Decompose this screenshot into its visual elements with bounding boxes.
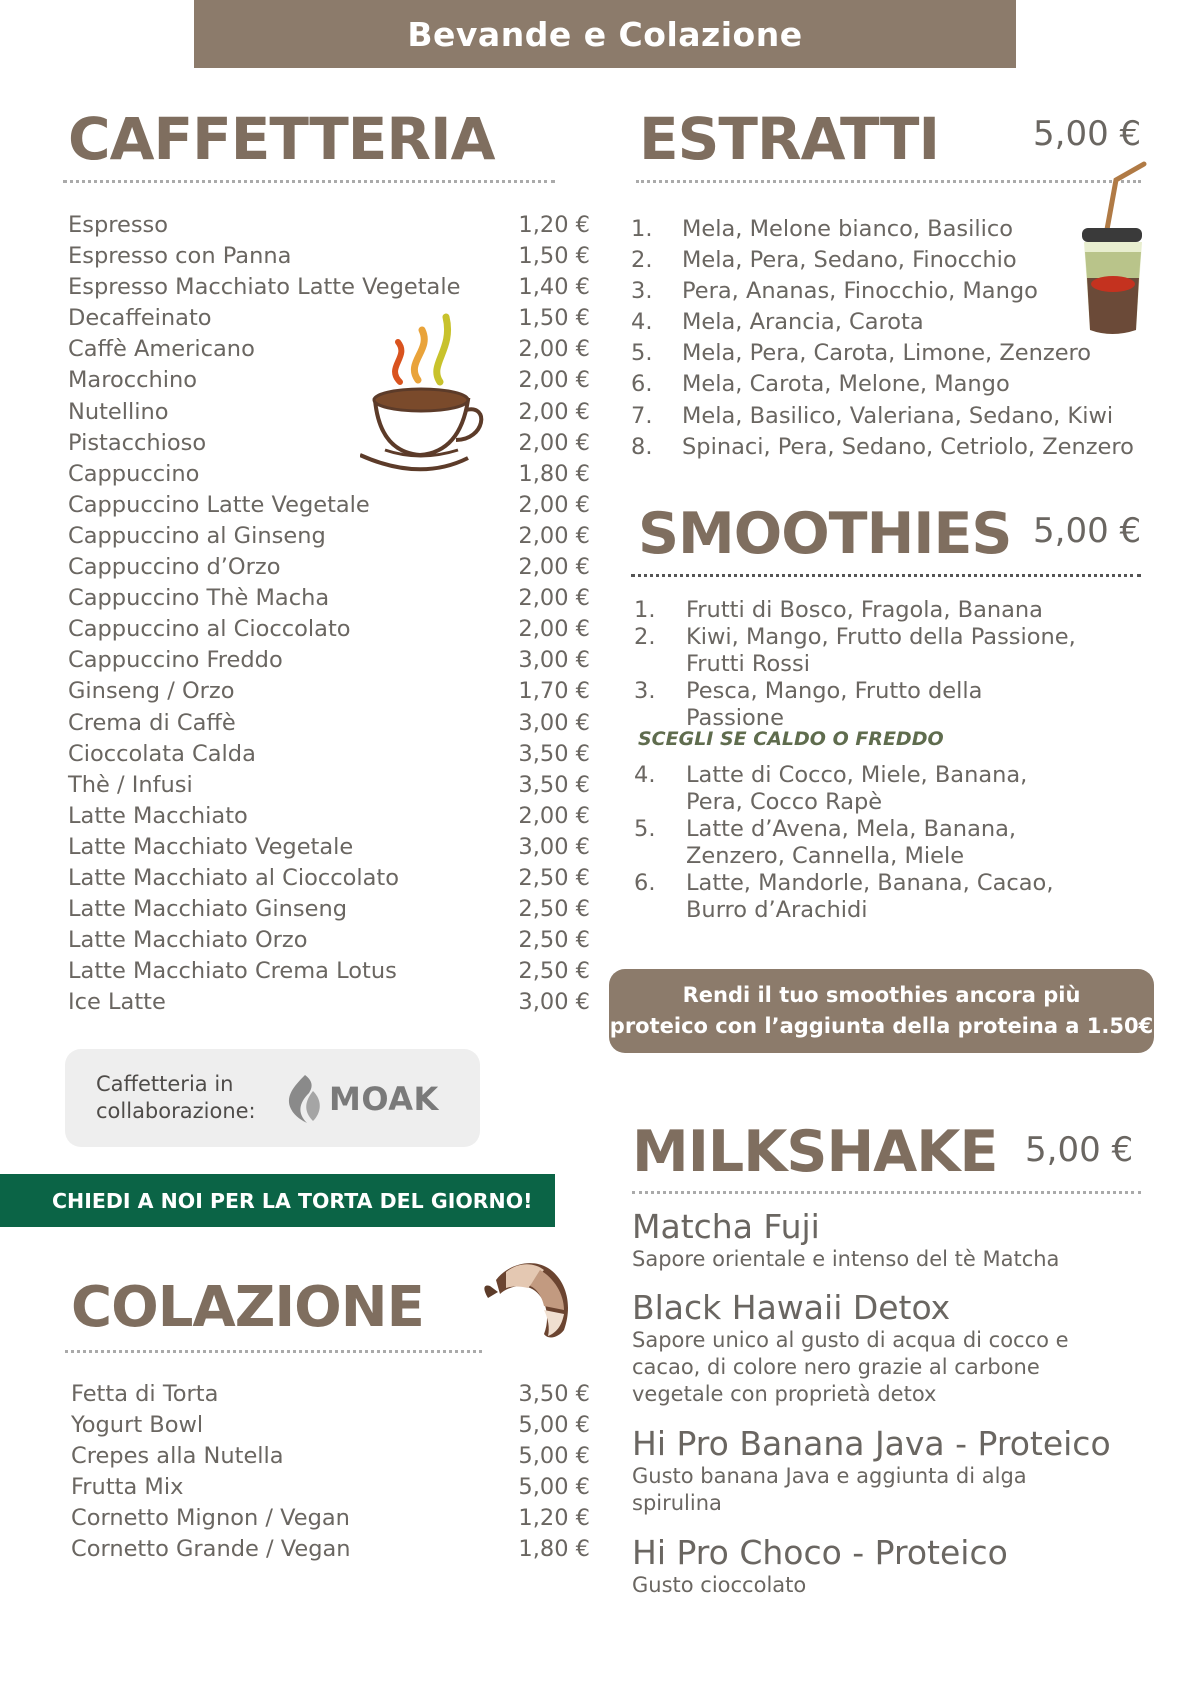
- numbered-item: [631, 432, 1134, 463]
- colazione-list: [71, 1379, 590, 1566]
- item-name: Nutellino: [68, 398, 169, 425]
- caffetteria-title: CAFFETTERIA: [68, 105, 495, 173]
- smoothies-list-a: [634, 597, 1086, 732]
- item-name: Cornetto Grande / Vegan: [71, 1536, 351, 1563]
- menu-row: [68, 645, 590, 676]
- menu-row: [68, 459, 590, 490]
- item-number: 1.: [631, 216, 653, 242]
- numbered-item: [634, 624, 1086, 678]
- item-name: Thè / Infusi: [68, 771, 193, 798]
- smoothies-divider: [631, 574, 1141, 577]
- menu-row: [68, 832, 590, 863]
- numbered-item: [631, 276, 1134, 307]
- milkshake-price: 5,00 €: [1025, 1130, 1134, 1170]
- item-price: 2,50 €: [518, 896, 590, 923]
- menu-row: [68, 614, 590, 645]
- numbered-item: [631, 338, 1134, 369]
- item-name: Latte Macchiato Crema Lotus: [68, 958, 397, 985]
- item-price: 3,50 €: [518, 740, 590, 767]
- milkshake-name: Hi Pro Banana Java - Proteico: [632, 1424, 1111, 1463]
- item-price: 5,00 €: [518, 1474, 590, 1501]
- milkshake-desc: Gusto banana Java e aggiunta di alga spirulina: [632, 1464, 1027, 1515]
- item-text: Mela, Pera, Carota, Limone, Zenzero: [682, 340, 1092, 367]
- numbered-item: [631, 401, 1134, 432]
- estratti-price: 5,00 €: [1033, 114, 1142, 154]
- milkshake-name: Hi Pro Choco - Proteico: [632, 1533, 1008, 1572]
- estratti-title: ESTRATTI: [639, 105, 940, 173]
- item-number: 1.: [634, 597, 656, 623]
- milkshake-item: [632, 1289, 1112, 1408]
- item-price: 2,00 €: [518, 367, 590, 394]
- menu-row: [71, 1472, 590, 1503]
- item-number: 8.: [631, 433, 653, 460]
- promo-line1: Rendi il tuo smoothies ancora più: [682, 983, 1081, 1007]
- smoothies-list-b: [634, 762, 1086, 924]
- menu-row: [68, 552, 590, 583]
- item-name: Crema di Caffè: [68, 709, 236, 736]
- item-price: 3,00 €: [518, 647, 590, 674]
- item-price: 5,00 €: [518, 1443, 590, 1470]
- item-number: 4.: [631, 309, 653, 336]
- torta-banner: CHIEDI A NOI PER LA TORTA DEL GIORNO!: [0, 1174, 555, 1227]
- croissant-icon: [478, 1258, 578, 1342]
- item-price: 2,50 €: [518, 927, 590, 954]
- menu-row: [68, 272, 590, 303]
- item-name: Espresso Macchiato Latte Vegetale: [68, 274, 461, 301]
- moak-flame-icon: [283, 1073, 323, 1125]
- milkshake-item: [632, 1208, 1152, 1273]
- item-name: Espresso con Panna: [68, 243, 292, 270]
- item-price: 1,40 €: [518, 274, 590, 301]
- item-text: Mela, Pera, Sedano, Finocchio: [682, 247, 1017, 274]
- menu-row: [71, 1534, 590, 1565]
- item-name: Cappuccino: [68, 460, 200, 487]
- item-price: 2,50 €: [518, 958, 590, 985]
- menu-row: [68, 863, 590, 894]
- milkshake-item: [632, 1425, 1112, 1517]
- header-banner: Bevande e Colazione: [194, 0, 1016, 68]
- menu-row: [71, 1410, 590, 1441]
- menu-row: [68, 397, 590, 428]
- item-text: Pesca, Mango, Frutto della Passione: [686, 678, 983, 731]
- smoothies-sub-label: SCEGLI SE CALDO O FREDDO: [638, 728, 944, 750]
- estratti-divider: [636, 180, 1141, 183]
- item-price: 2,00 €: [518, 585, 590, 612]
- moak-brand: MOAK: [329, 1080, 439, 1118]
- item-name: Decaffeinato: [68, 305, 212, 332]
- numbered-item: [634, 816, 1086, 870]
- item-name: Caffè Americano: [68, 336, 255, 363]
- item-price: 1,80 €: [518, 460, 590, 487]
- item-name: Frutta Mix: [71, 1474, 184, 1501]
- item-text: Latte, Mandorle, Banana, Cacao, Burro d’Arachidi: [686, 870, 1054, 923]
- smoothies-title: SMOOTHIES: [638, 501, 1012, 567]
- item-name: Cappuccino Thè Macha: [68, 585, 330, 612]
- numbered-item: [631, 307, 1134, 338]
- item-price: 2,00 €: [518, 554, 590, 581]
- smoothies-price: 5,00 €: [1033, 511, 1142, 551]
- menu-row: [68, 210, 590, 241]
- menu-row: [68, 708, 590, 739]
- menu-row: [71, 1379, 590, 1410]
- estratti-list: [631, 214, 1134, 463]
- item-name: Cornetto Mignon / Vegan: [71, 1505, 350, 1532]
- item-number: 7.: [631, 402, 653, 429]
- item-price: 3,00 €: [518, 833, 590, 860]
- item-name: Cappuccino al Ginseng: [68, 522, 326, 549]
- item-price: 3,00 €: [518, 709, 590, 736]
- item-price: 1,20 €: [518, 212, 590, 238]
- caffetteria-divider: [63, 180, 555, 183]
- menu-row: [71, 1503, 590, 1534]
- item-text: Spinaci, Pera, Sedano, Cetriolo, Zenzero: [682, 433, 1134, 460]
- item-text: Mela, Basilico, Valeriana, Sedano, Kiwi: [682, 402, 1114, 429]
- item-text: Kiwi, Mango, Frutto della Passione, Frutti Rossi: [686, 624, 1076, 677]
- item-number: 6.: [634, 870, 656, 896]
- milkshake-title: MILKSHAKE: [632, 1119, 998, 1185]
- menu-row: [68, 583, 590, 614]
- item-name: Cappuccino Freddo: [68, 647, 283, 674]
- partner-text: [96, 1071, 256, 1125]
- milkshake-name: Matcha Fuji: [632, 1207, 820, 1246]
- item-text: Frutti di Bosco, Fragola, Banana: [686, 597, 1043, 623]
- caffetteria-list: [68, 210, 590, 1018]
- moak-logo: [283, 1073, 439, 1125]
- menu-row: [68, 739, 590, 770]
- item-name: Yogurt Bowl: [71, 1412, 204, 1439]
- menu-row: [68, 428, 590, 459]
- item-name: Cioccolata Calda: [68, 740, 256, 767]
- promo-line2: proteico con l’aggiunta della proteina a 1.50€: [609, 1014, 1154, 1038]
- protein-promo: [609, 969, 1154, 1053]
- item-price: 1,50 €: [518, 243, 590, 270]
- item-price: 2,00 €: [518, 522, 590, 549]
- item-number: 3.: [631, 278, 653, 305]
- item-text: Mela, Arancia, Carota: [682, 309, 924, 336]
- menu-row: [68, 303, 590, 334]
- item-name: Cappuccino d’Orzo: [68, 554, 281, 581]
- item-name: Ginseng / Orzo: [68, 678, 235, 705]
- numbered-item: [631, 214, 1134, 245]
- item-name: Latte Macchiato: [68, 802, 248, 829]
- item-number: 5.: [631, 340, 653, 367]
- item-price: 2,00 €: [518, 491, 590, 518]
- menu-row: [68, 770, 590, 801]
- item-name: Ice Latte: [68, 989, 166, 1016]
- partner-line2: collaborazione:: [96, 1099, 256, 1123]
- item-name: Latte Macchiato Ginseng: [68, 896, 347, 923]
- milkshake-desc: Sapore orientale e intenso del tè Matcha: [632, 1247, 1060, 1271]
- item-name: Pistacchioso: [68, 429, 207, 456]
- numbered-item: [631, 369, 1134, 400]
- item-text: Latte d’Avena, Mela, Banana, Zenzero, Cannella, Miele: [686, 816, 1017, 869]
- item-price: 3,50 €: [518, 771, 590, 798]
- item-name: Cappuccino Latte Vegetale: [68, 491, 370, 518]
- item-price: 3,00 €: [518, 989, 590, 1016]
- item-price: 3,50 €: [518, 1381, 590, 1407]
- menu-row: [68, 365, 590, 396]
- item-price: 2,00 €: [518, 336, 590, 363]
- item-price: 1,20 €: [518, 1505, 590, 1532]
- item-name: Latte Macchiato Orzo: [68, 927, 308, 954]
- item-number: 3.: [634, 678, 656, 704]
- item-price: 2,00 €: [518, 429, 590, 456]
- menu-row: [68, 334, 590, 365]
- item-text: Pera, Ananas, Finocchio, Mango: [682, 278, 1038, 305]
- partner-line1: Caffetteria in: [96, 1072, 234, 1096]
- numbered-item: [634, 870, 1086, 924]
- menu-row: [68, 521, 590, 552]
- menu-row: [68, 956, 590, 987]
- partner-box: [65, 1049, 480, 1147]
- menu-row: [68, 987, 590, 1018]
- item-text: Latte di Cocco, Miele, Banana, Pera, Cocco Rapè: [686, 762, 1028, 815]
- item-number: 5.: [634, 816, 656, 842]
- item-name: Latte Macchiato al Cioccolato: [68, 864, 399, 891]
- menu-row: [68, 925, 590, 956]
- item-name: Fetta di Torta: [71, 1381, 219, 1407]
- menu-row: [68, 676, 590, 707]
- item-price: 5,00 €: [518, 1412, 590, 1439]
- milkshake-desc: Sapore unico al gusto di acqua di cocco e cacao, di colore nero grazie al carbone vegetale con proprietà detox: [632, 1328, 1069, 1406]
- numbered-item: [634, 762, 1086, 816]
- milkshake-item: [632, 1534, 1152, 1599]
- item-name: Cappuccino al Cioccolato: [68, 616, 351, 643]
- item-price: 2,50 €: [518, 864, 590, 891]
- item-price: 1,80 €: [518, 1536, 590, 1563]
- menu-row: [71, 1441, 590, 1472]
- item-price: 1,50 €: [518, 305, 590, 332]
- item-price: 2,00 €: [518, 616, 590, 643]
- item-name: Crepes alla Nutella: [71, 1443, 284, 1470]
- colazione-title: COLAZIONE: [71, 1275, 424, 1340]
- item-text: Mela, Melone bianco, Basilico: [682, 216, 1013, 242]
- milkshake-name: Black Hawaii Detox: [632, 1288, 951, 1327]
- menu-row: [68, 801, 590, 832]
- numbered-item: [634, 597, 1086, 624]
- numbered-item: [631, 245, 1134, 276]
- item-name: Marocchino: [68, 367, 198, 394]
- colazione-divider: [65, 1350, 482, 1353]
- menu-row: [68, 894, 590, 925]
- item-number: 2.: [634, 624, 656, 650]
- item-number: 4.: [634, 762, 656, 788]
- item-name: Latte Macchiato Vegetale: [68, 833, 354, 860]
- numbered-item: [634, 678, 1086, 732]
- item-name: Espresso: [68, 212, 169, 238]
- item-number: 2.: [631, 247, 653, 274]
- item-price: 1,70 €: [518, 678, 590, 705]
- item-price: 2,00 €: [518, 398, 590, 425]
- item-price: 2,00 €: [518, 802, 590, 829]
- menu-row: [68, 490, 590, 521]
- item-text: Mela, Carota, Melone, Mango: [682, 371, 1010, 398]
- milkshake-divider: [632, 1191, 1141, 1194]
- milkshake-desc: Gusto cioccolato: [632, 1573, 807, 1597]
- menu-row: [68, 241, 590, 272]
- item-number: 6.: [631, 371, 653, 398]
